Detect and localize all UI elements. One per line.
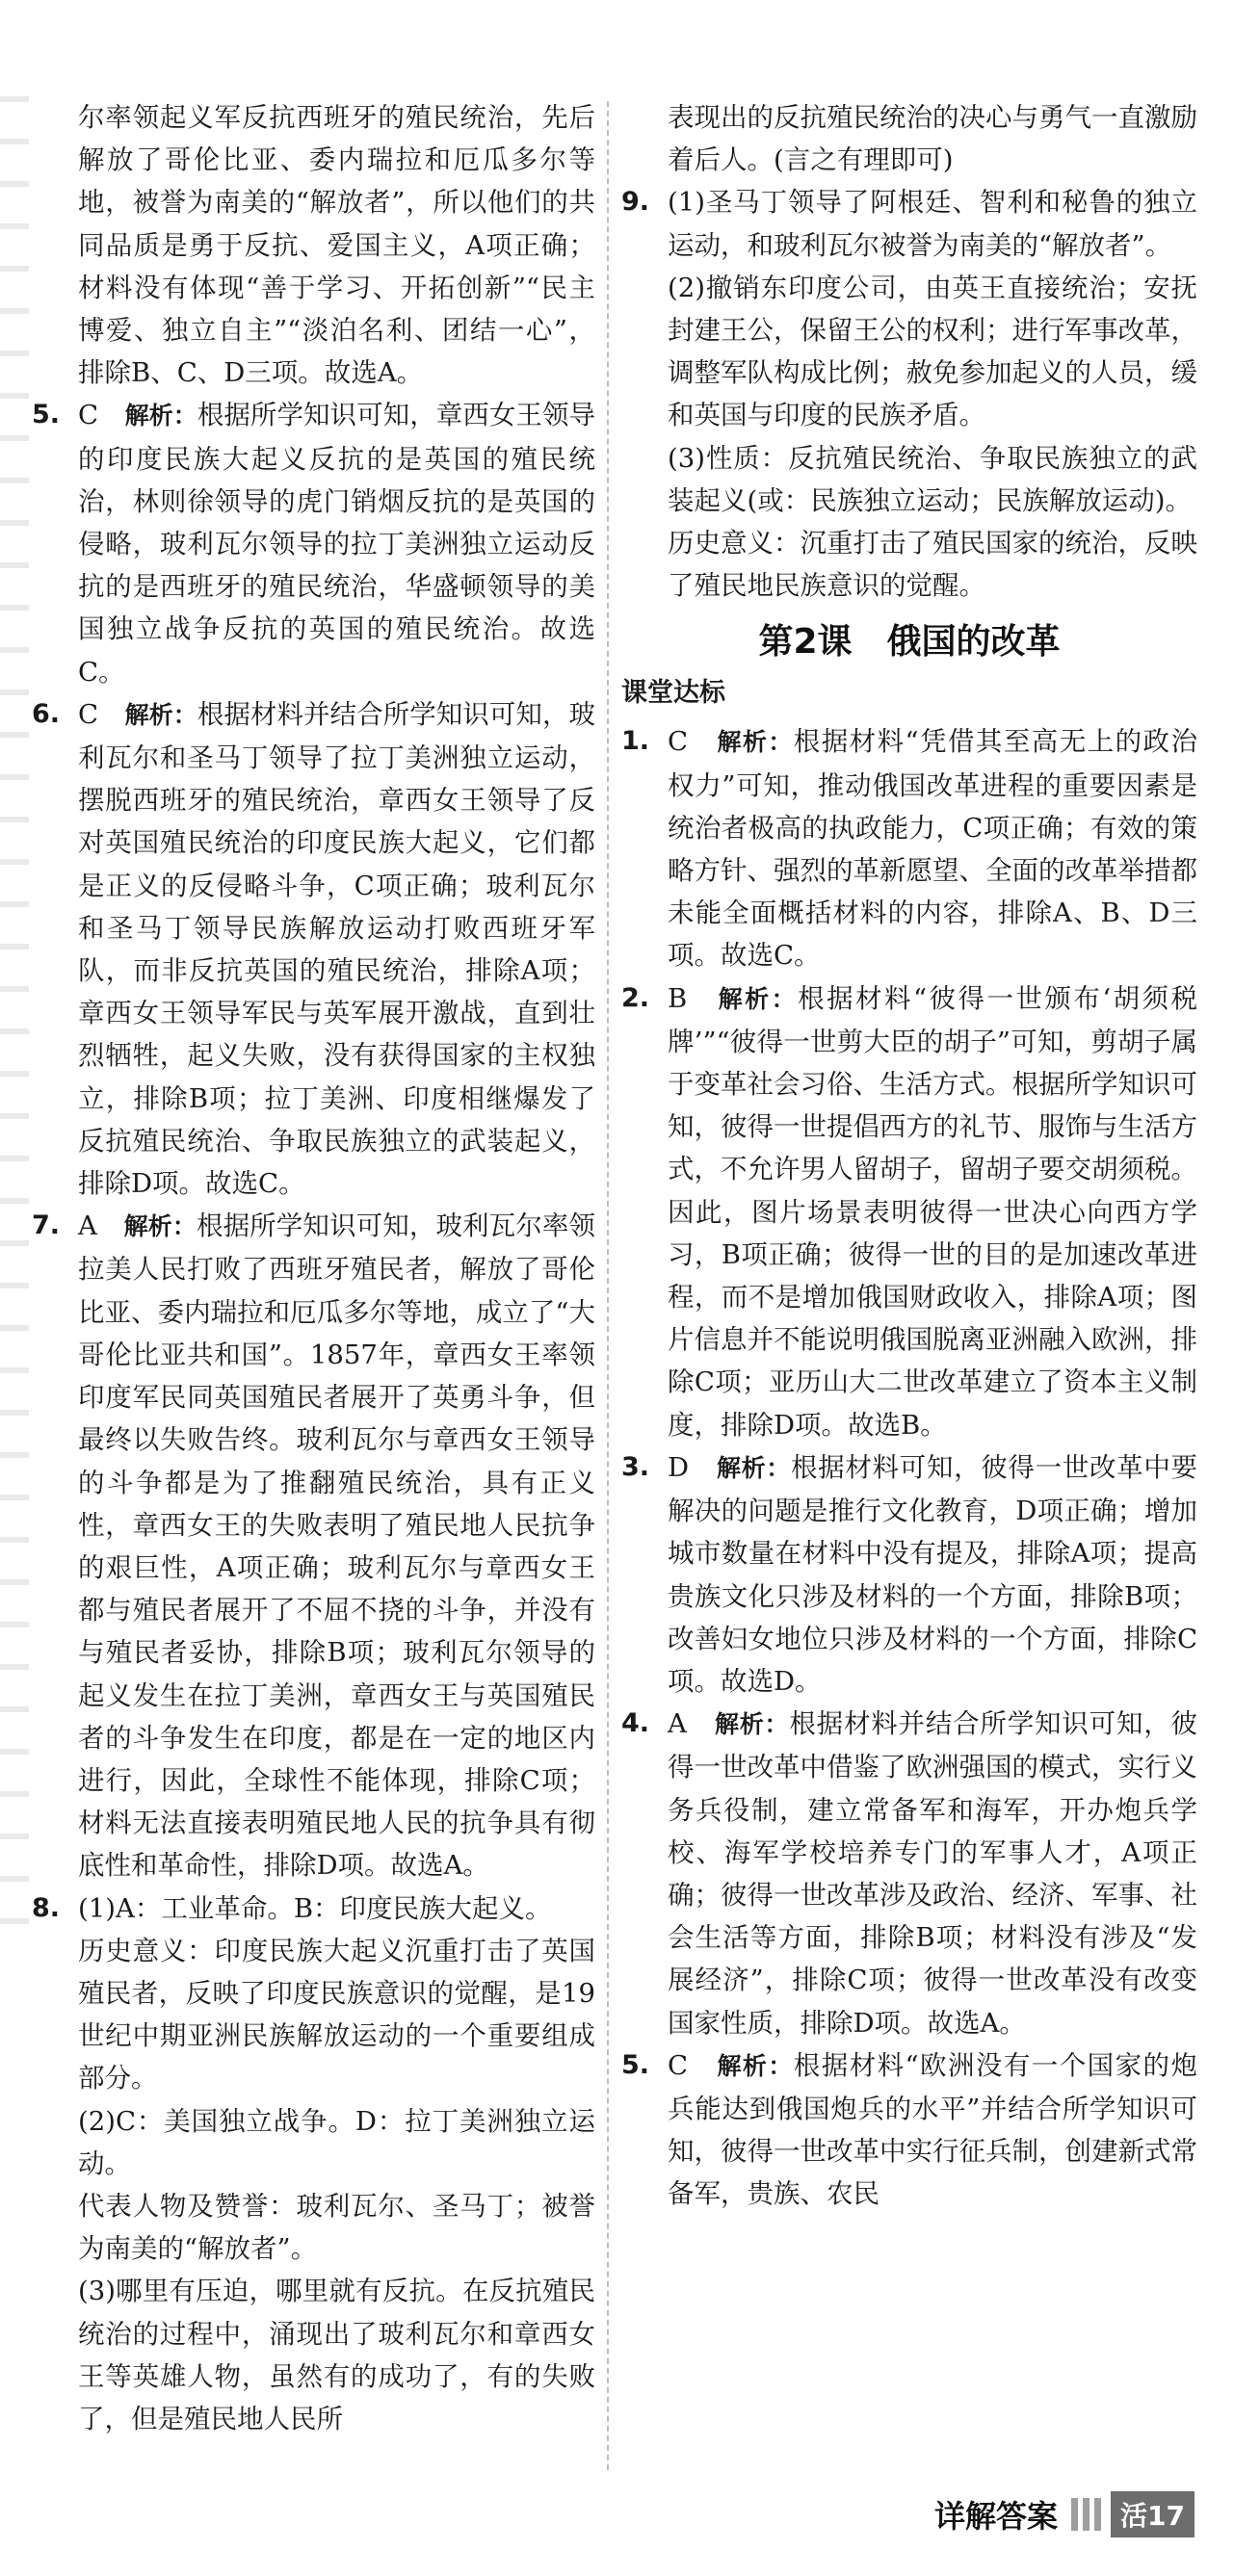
analysis-text: 根据材料“凭借其至高无上的政治权力”可知，推动俄国改革进程的重要因素是统治者极高的执政能力，C项正确；有效的策略方针、强烈的革新愿望、全面的改革举措都未能全面概括材料的内容，排除A、B、D三项。故选C。 (668, 726, 1197, 972)
item-number: 5. (32, 400, 61, 430)
answer-choice: A (668, 1708, 687, 1740)
q8-figures: 代表人物及赞誉：玻利瓦尔、圣马丁；被誉为南美的“解放者”。 (78, 2190, 595, 2265)
answer-choice: D (668, 1451, 690, 1483)
analysis-text: 根据材料可知，彼得一世改革中要解决的问题是推行文化教育，D项正确；增加城市数量在材料中没有提及，排除A项；提高贵族文化只涉及材料的一个方面，排除B项；改善妇女地位只涉及材料的一个方面，排除C项。故选D。 (668, 1451, 1198, 1697)
q8-part-3: (3)哪里有压迫，哪里就有反抗。在反抗殖民统治的过程中，涌现出了玻利瓦尔和章西女王等英雄人物，虽然有的成功了，有的失败了，但是殖民地人民所 (78, 2276, 595, 2434)
analysis-label: 解析： (123, 1212, 197, 1241)
item-number: 6. (32, 698, 61, 729)
answer-item-5-right (621, 2044, 1197, 2216)
analysis-label: 解析： (717, 2051, 794, 2080)
answer-item-1 (621, 720, 1197, 976)
item-number: 7. (32, 1210, 61, 1241)
answer-choice: C (78, 698, 99, 730)
item-number: 5. (621, 2049, 650, 2080)
item-number: 8. (32, 1892, 61, 1923)
item-number: 2. (621, 982, 650, 1013)
analysis-text: 根据材料“彼得一世颁布‘胡须税牌’”“彼得一世剪大臣的胡子”可知，剪胡子属于变革社会习俗、生活方式。根据所学知识可知，彼得一世提倡西方的礼节、服饰与生活方式，不允许男人留胡子，留胡子要交胡须税。因此，图片场景表明彼得一世决心向西方学习，B项正确；彼得一世的目的是加速改革进程，而不是增加俄国财政收入，排除A项；图片信息并不能说明俄国脱离亚洲融入欧洲，排除C项；亚历山大二世改革建立了资本主义制度，排除D项。故选B。 (668, 982, 1197, 1441)
column-divider (607, 101, 609, 2470)
left-column (32, 96, 595, 2440)
q9-part-2: (2)撤销东印度公司，由英王直接统治；安抚封建王公，保留王公的权利；进行军事改革，调整军队构成比例；赦免参加起义的人员，缓和英国与印度的民族矛盾。 (668, 272, 1197, 431)
analysis-label: 解析： (716, 1453, 791, 1482)
lesson-title: 第2课 俄国的改革 (758, 622, 1061, 663)
item-number: 1. (621, 726, 650, 757)
q9-part-1: (1)圣马丁领导了阿根廷、智利和秘鲁的独立运动，和玻利瓦尔被誉为南美的“解放者”。 (668, 187, 1197, 261)
answer-item-7 (32, 1205, 595, 1886)
q8-part-1: (1)A：工业革命。B：印度民族大起义。 (78, 1892, 552, 1924)
analysis-text: 根据所学知识可知，章西女王领导的印度民族大起义反抗的是英国的殖民统治，林则徐领导的虎门销烟反抗的是英国的侵略，玻利瓦尔领导的拉丁美洲独立运动反抗的是西班牙的殖民统治，华盛顿领导的美国独立战争反抗的英国的殖民统治。故选C。 (78, 400, 596, 688)
answer-item-4 (621, 1703, 1197, 2044)
answer-q8-continuation: 表现出的反抗殖民统治的决心与勇气一直激励着后人。(言之有理即可) (668, 102, 1197, 176)
analysis-text: 根据材料并结合所学知识可知，玻利瓦尔和圣马丁领导了拉丁美洲独立运动，摆脱西班牙的殖民统治，章西女王领导了反对英国殖民统治的印度民族大起义，它们都是正义的反侵略斗争，C项正确；玻利瓦尔和圣马丁领导民族解放运动打败西班牙军队，而非反抗英国的殖民统治，排除A项；章西女王领导军民与英军展开激战，直到壮烈牺牲，起义失败，没有获得国家的主权独立，排除B项；拉丁美洲、印度相继爆发了反抗殖民统治、争取民族独立的武装起义，排除D项。故选C。 (78, 698, 596, 1200)
answer-item-3 (621, 1446, 1197, 1703)
item-number: 4. (621, 1708, 650, 1739)
analysis-label: 解析： (717, 728, 794, 757)
analysis-label: 解析： (714, 1710, 790, 1739)
analysis-text: 根据材料并结合所学知识可知，彼得一世改革中借鉴了欧洲强国的模式，实行义务兵役制，建立常备军和海军，开办炮兵学校、海军学校培养专门的军事人才，A项正确；彼得一世改革涉及政治、经济、军事、社会生活等方面，排除B项；材料没有涉及“发展经济”，排除C项；彼得一世改革没有改变国家性质，排除D项。故选A。 (668, 1708, 1197, 2039)
answer-item-5 (32, 394, 595, 692)
answer-item-6 (32, 693, 595, 1205)
analysis-label: 解析： (124, 402, 197, 430)
answer-choice: B (668, 982, 688, 1014)
q8-part-2: (2)C：美国独立战争。D：拉丁美洲独立运动。 (78, 2105, 595, 2179)
answer-choice: C (78, 400, 99, 431)
analysis-label: 解析： (124, 700, 197, 729)
footer-bars-decoration (1071, 2498, 1101, 2531)
footer-label: 详解答案 (934, 2498, 1059, 2535)
answer-choice: C (668, 2049, 689, 2081)
answer-q4-continuation: 尔率领起义军反抗西班牙的殖民统治，先后解放了哥伦比亚、委内瑞拉和厄瓜多尔等地，被誉为南美的“解放者”，所以他们的共同品质是勇于反抗、爱国主义，A项正确；材料没有体现“善于学习、开拓创新”“民主博爱、独立自主”“淡泊名利、团结一心”，排除B、C、D三项。故选A。 (78, 102, 595, 389)
item-number: 9. (621, 187, 650, 218)
analysis-label: 解析： (718, 984, 799, 1013)
analysis-text: 根据所学知识可知，玻利瓦尔率领拉美人民打败了西班牙殖民者，解放了哥伦比亚、委内瑞拉和厄瓜多尔等地，成立了“大哥伦比亚共和国”。1857年，章西女王率领印度军民同英国殖民者展开了英勇斗争，但最终以失败告终。玻利瓦尔与章西女王领导的斗争都是为了推翻殖民统治，具有正义性，章西女王的失败表明了殖民地人民抗争的艰巨性，A项正确；玻利瓦尔与章西女王都与殖民者展开了不屈不挠的斗争，并没有与殖民者妥协，排除B项；玻利瓦尔领导的起义发生在拉丁美洲，章西女王与英国殖民者的斗争发生在印度，都是在一定的地区内进行，因此，全球性不能体现，排除C项；材料无法直接表明殖民地人民的抗争具有彻底性和革命性，排除D项。故选A。 (78, 1210, 596, 1882)
q9-significance: 历史意义：沉重打击了殖民国家的统治，反映了殖民地民族意识的觉醒。 (668, 528, 1197, 602)
answer-choice: C (668, 726, 689, 758)
q9-part-3: (3)性质：反抗殖民统治、争取民族独立的武装起义(或：民族独立运动；民族解放运动)。 (668, 442, 1197, 516)
page-number-badge: 活17 (1111, 2491, 1195, 2537)
q8-significance: 历史意义：印度民族大起义沉重打击了英国殖民者，反映了印度民族意识的觉醒，是19世纪中期亚洲民族解放运动的一个重要组成部分。 (78, 1935, 595, 2095)
section-title: 课堂达标 (621, 678, 725, 709)
right-column (621, 96, 1197, 2216)
binding-gutter (0, 96, 29, 1926)
answer-item-9 (621, 181, 1197, 607)
item-number: 3. (621, 1451, 650, 1482)
answer-item-8 (32, 1887, 595, 2441)
answer-item-2 (621, 977, 1197, 1446)
page-footer (886, 2486, 1195, 2542)
analysis-text: 根据材料“欧洲没有一个国家的炮兵能达到俄国炮兵的水平”并结合所学知识可知，彼得一世改革中实行征兵制，创建新式常备军，贵族、农民 (668, 2049, 1197, 2210)
answer-choice: A (78, 1210, 97, 1242)
